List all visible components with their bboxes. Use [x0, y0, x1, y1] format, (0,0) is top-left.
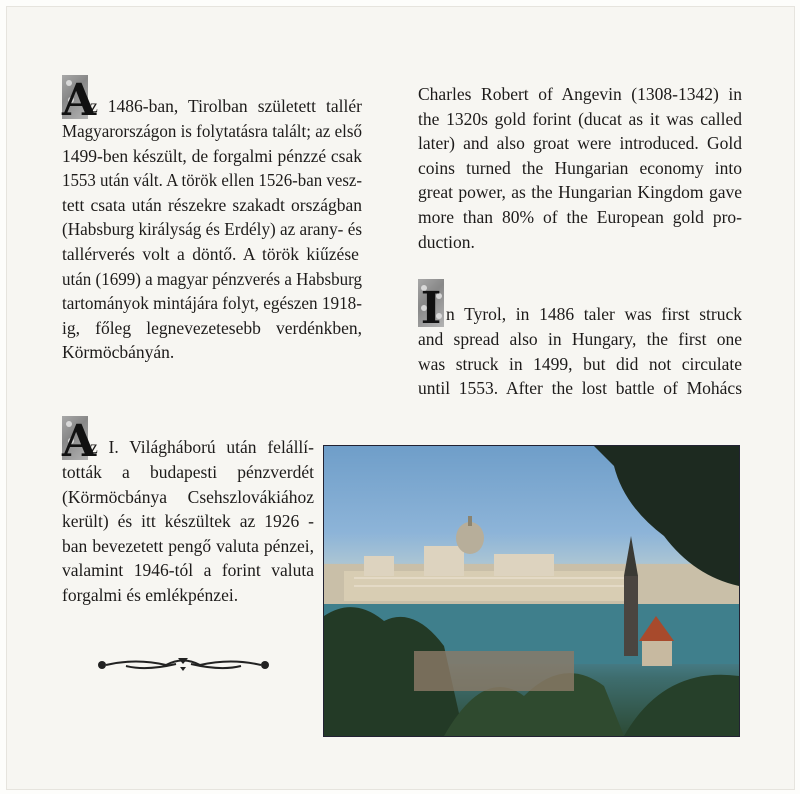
english-paragraph-1	[418, 82, 742, 254]
text-line: 1499-ben készült, de forgalmi pénzzé csak	[62, 145, 362, 166]
text-line: után (1699) a magyar pénzverés a Habsburg	[62, 268, 362, 289]
text-line: was struck in 1499, but did not circulate	[418, 353, 742, 374]
text-line: tották a budapesti pénzverdét	[62, 462, 315, 482]
text-line: duction.	[418, 231, 475, 252]
text-line: z I. Világháború után felállí-	[90, 437, 314, 458]
text-line: the 1320s gold forint (ducat as it was called	[418, 108, 742, 129]
hungarian-paragraph-2	[62, 416, 314, 608]
hungarian-paragraph-1	[62, 75, 362, 365]
text-line: tartományok mintájára folyt, egészen 1918-	[62, 293, 362, 314]
text-line: valamint 1946-tól a forint valuta	[62, 560, 315, 581]
text-line: until 1553. After the lost battle of Mohács	[418, 378, 743, 399]
text-line: (Habsburg királyság és Erdély) az arany- és	[62, 219, 363, 240]
drop-cap: A	[62, 416, 97, 467]
text-line: Magyarországon is folytatásra talált; az első	[62, 121, 362, 141]
text-line: Charles Robert of Angevin (1308-1342) in	[418, 84, 742, 104]
text-line: coins turned the Hungarian economy into	[418, 157, 742, 178]
text-line: (Körmöcbánya Csehszlovákiához	[62, 486, 314, 507]
text-line: great power, as the Hungarian Kingdom gave	[418, 182, 743, 203]
ornament-divider-icon	[96, 656, 271, 672]
text-line: 1553 után vált. A török ellen 1526-ban vesz-	[62, 170, 363, 191]
text-line: n Tyrol, in 1486 taler was first struck	[446, 304, 742, 325]
drop-cap: I	[418, 279, 444, 327]
drop-cap: A	[62, 75, 97, 126]
budapest-parliament-photo	[323, 445, 740, 737]
text-line: more than 80% of the European gold pro-	[418, 206, 742, 227]
text-line: került) és itt készültek az 1926 -	[62, 511, 314, 532]
text-line: tallérverés volt a döntő. A török kiűzése	[62, 243, 359, 264]
english-paragraph-2	[418, 283, 742, 401]
text-line: tett csata után részekre szakadt országban	[62, 194, 362, 215]
text-line: forgalmi és emlékpénzei.	[62, 584, 239, 605]
text-line: and spread also in Hungary, the first one	[418, 329, 742, 349]
text-line: ig, főleg legnevezetesebb verdénkben,	[62, 317, 363, 338]
text-line: later) and also groat were introduced. Gold	[418, 133, 743, 154]
text-line: ban bevezetett pengő valuta pénzei,	[62, 535, 314, 556]
text-line: Körmöcbányán.	[62, 342, 175, 363]
text-line: z 1486-ban, Tirolban született tallér	[90, 96, 363, 117]
